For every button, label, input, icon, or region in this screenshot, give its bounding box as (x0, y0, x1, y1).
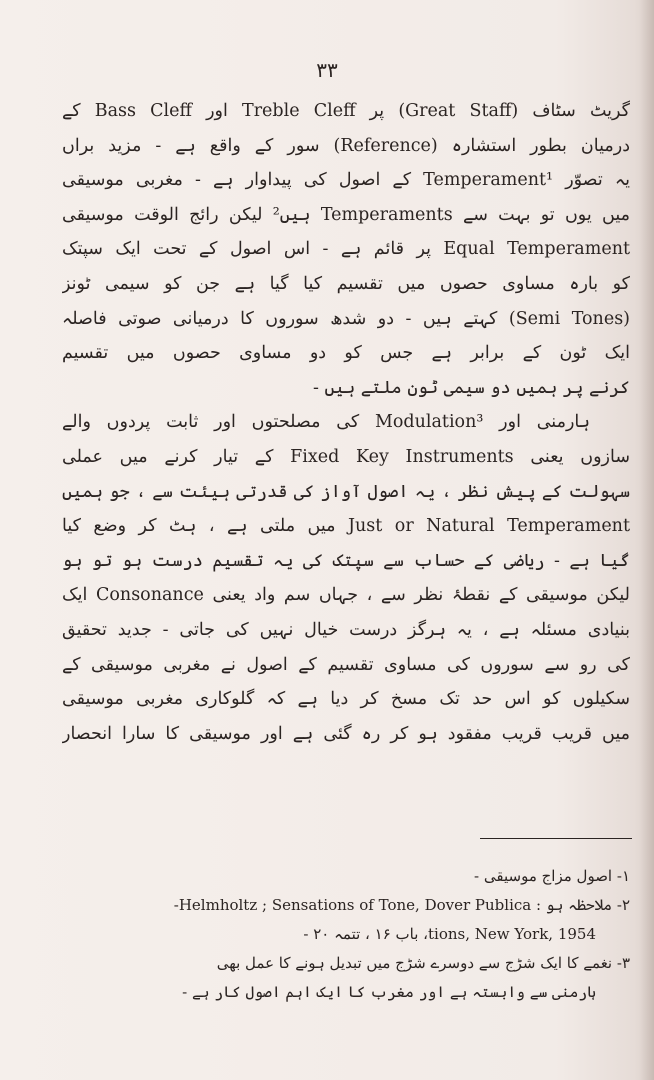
text-line: (Semi Tones) کہتے ہیں - دو شدھ سوروں کا درمیانی صوتی فاصلہ (62, 308, 630, 329)
text-line: Just or Natural Temperament میں ملتی ہے ، ہٹ کر وضع کیا (62, 516, 630, 537)
text-line: ہارمنی اور Modulation³ کی مصلحتوں اور ثابت پردوں والے (62, 412, 590, 433)
text-line: لیکن موسیقی کے نقطۂ نظر سے ، جہاں سم واد یعنی Consonance ایک (62, 585, 630, 606)
text-line: کی رو سے سوروں کی مساوی تقسیم کے اصول نے مغربی موسیقی کے (62, 654, 630, 675)
page-spine-shadow (640, 0, 654, 1080)
text-line: Equal Temperament پر قائم ہے - اس اصول کے تحت ایک سپتک (62, 239, 630, 260)
footnote-1: ۱- اصول مزاج موسیقی - (474, 867, 630, 885)
text-line: میں قریب قریب مفقود ہو کر رہ گئی ہے اور موسیقی کا سارا انحصار (62, 723, 630, 744)
text-line: میں یوں تو بہت سے Temperaments ہیں² لیکن رائج الوقت موسیقی (62, 204, 630, 225)
text-line: کرنے پر ہمیں دو سیمی ٹون ملتے ہیں - (312, 377, 630, 398)
page-number: ۳۳ (316, 58, 338, 82)
text-line: ایک ٹون کے برابر ہے جس کو دو مساوی حصوں میں تقسیم (62, 343, 630, 364)
text-line: گیا ہے - ریاضی کے حساب سے سپتک کی یہ تقسیم درست ہو تو ہو (62, 550, 630, 571)
text-line: درمیان بطور استشارہ (Reference) سور کے واقع ہے - مزید براں (62, 135, 630, 156)
text-line: گریٹ سٹاف (Great Staff) پر Treble Cleff اور Bass Cleff کے (62, 101, 630, 121)
text-line: یہ تصوّر Temperament¹ کے اصول کی پیداوار ہے - مغربی موسیقی (62, 170, 630, 191)
footnotes (62, 862, 630, 1007)
text-line: بنیادی مسئلہ ہے ، یہ ہرگز درست خیال نہیں کی جاتی - جدید تحقیق (62, 619, 630, 640)
text-line: سکیلوں کو اس حد تک مسخ کر دیا ہے کہ گلوکاری مغربی موسیقی (62, 689, 630, 710)
text-line: سہولت کے پیش نظر ، یہ اصول آواز کی قدرتی ہیئت سے ، جو ہمیں (62, 481, 630, 502)
main-text (62, 94, 630, 751)
footnote-2: ۲- ملاحظہ ہو : Helmholtz ; Sensations of Tone, Dover Publica- (173, 896, 630, 914)
footnote-2-continued: tions, New York, 1954، باب ۱۶ ، تتمہ ۲۰ - (303, 925, 596, 943)
text-line: کو بارہ مساوی حصوں میں تقسیم کیا گیا ہے جن کو سیمی ٹونز (62, 273, 630, 294)
footnote-3: ۳- نغمے کا ایک شڑج سے دوسرے شڑج میں تبدیل ہونے کا عمل بھی (216, 954, 630, 972)
text-line: سازوں یعنی Fixed Key Instruments کے تیار کرنے میں عملی (62, 446, 630, 467)
footnote-3-continued: ہارمنی سے وابستہ ہے اور مغرب کا ایک اہم اصول کار ہے - (182, 983, 596, 1001)
footnote-divider (480, 838, 632, 839)
